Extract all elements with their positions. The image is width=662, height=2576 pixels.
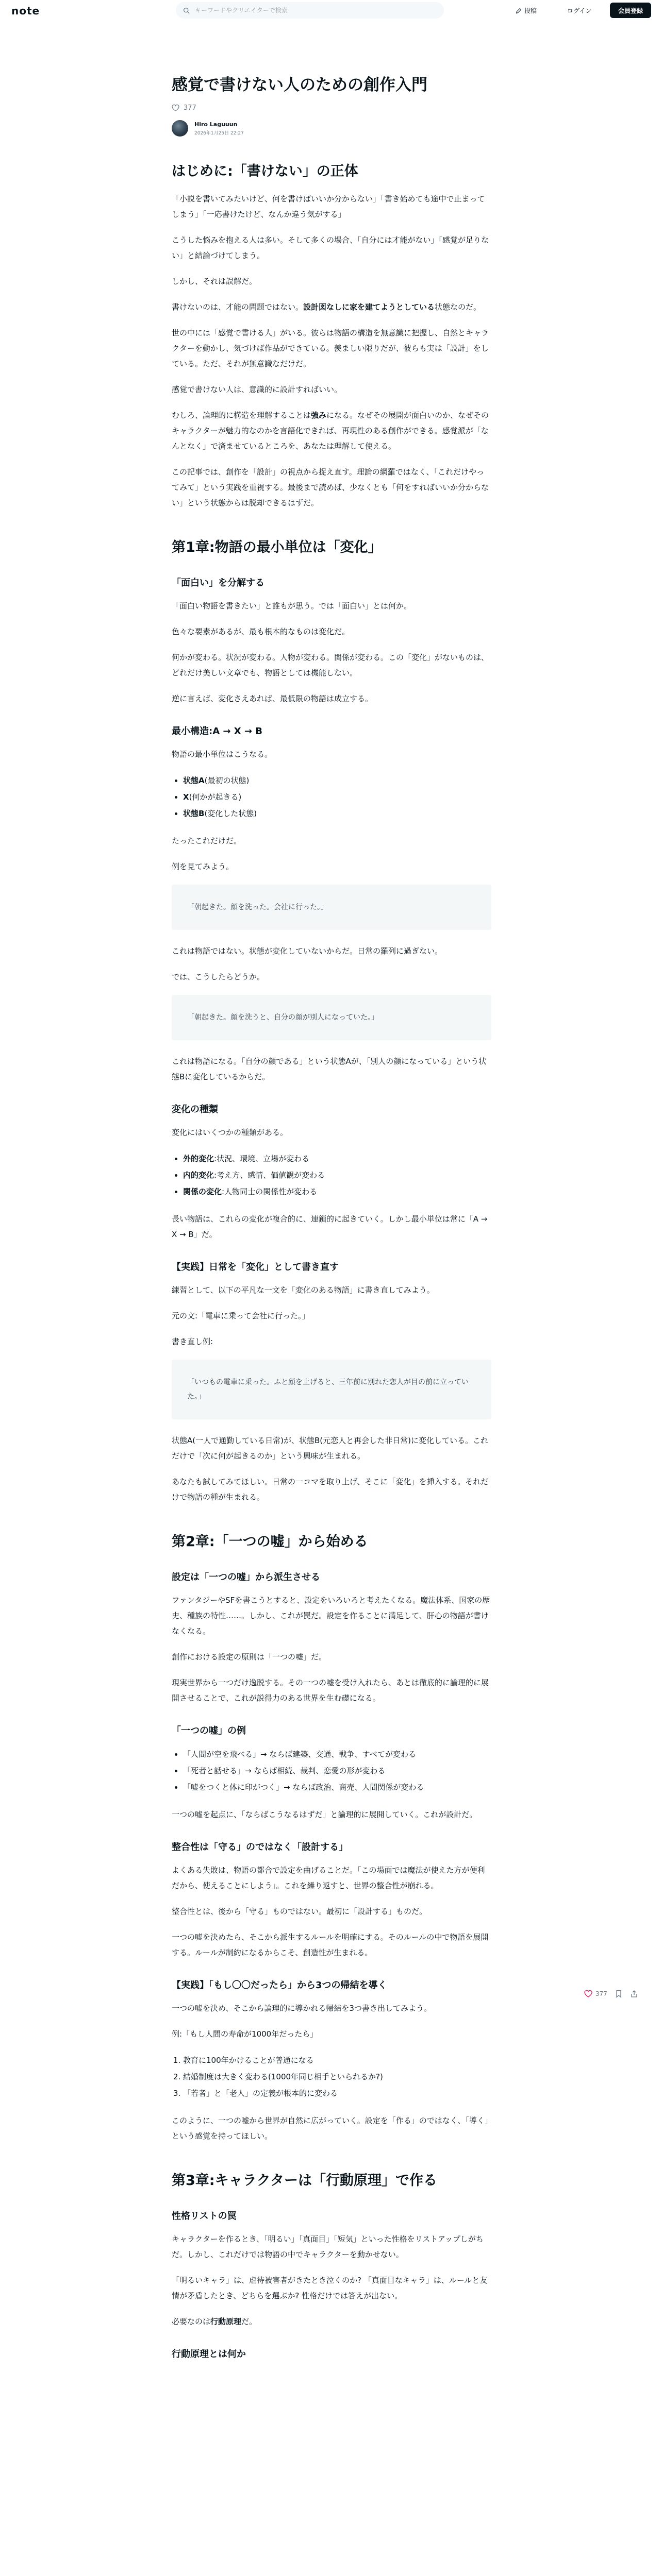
signup-button[interactable]: 会員登録 bbox=[610, 3, 651, 18]
publish-date: 2026年1月25日 22:27 bbox=[194, 130, 244, 136]
share-icon[interactable] bbox=[630, 1990, 638, 1998]
floating-actions bbox=[584, 1990, 638, 1998]
list-item-text: 教育に100年かけることが普通になる bbox=[183, 2056, 314, 2065]
post-label: 投稿 bbox=[524, 7, 537, 14]
paragraph: これは物語ではない。状態が変化していないからだ。日常の羅列に過ぎない。 bbox=[172, 946, 443, 956]
paragraph: 例:「もし人間の寿命が1000年だったら」 bbox=[172, 2029, 318, 2039]
subsection-heading: 変化の種類 bbox=[172, 1104, 218, 1115]
list-item bbox=[183, 1167, 491, 1183]
list-item-term: X bbox=[183, 792, 189, 802]
paragraph-text: になる。なぜその展開が面白いのか、なぜそのキャラクターが魅力的なのかを言語化できれば、再現性のある創作ができる。感覚派が「なんとなく」で済ませているところを、あなたは理解して使える。 bbox=[172, 411, 489, 451]
subsection-heading: 「面白い」を分解する bbox=[172, 578, 264, 588]
heart-icon[interactable] bbox=[584, 1990, 592, 1998]
list-item bbox=[183, 789, 491, 805]
subsection-heading: 【実践】日常を「変化」として書き直す bbox=[172, 1262, 339, 1273]
section-heading: はじめに:「書けない」の正体 bbox=[172, 163, 358, 179]
emphasis-text: 行動原理 bbox=[210, 2317, 242, 2326]
paragraph: この記事では、創作を「設計」の視点から捉え直す。理論の網羅ではなく、「これだけやってみて」という実践を重視する。最後まで読めば、少なくとも「何をすればいいか分からない」という状態からは脱却できるはずだ。 bbox=[172, 467, 489, 507]
paragraph: 一つの嘘を起点に、「ならばこうなるはずだ」と論理的に展開していく。これが設計だ。 bbox=[172, 1810, 477, 1819]
quote-text: 「朝起きた。顔を洗った。会社に行った。」 bbox=[187, 903, 328, 911]
paragraph: 書き直し例: bbox=[172, 1337, 213, 1346]
list-item-term: 内的変化 bbox=[183, 1171, 214, 1180]
subsection-heading: 最小構造:A → X → B bbox=[172, 726, 262, 737]
list-item-text: :状況、環境、立場が変わる bbox=[214, 1154, 310, 1163]
article-title: 感覚で書けない人のための創作入門 bbox=[172, 76, 427, 94]
paragraph: ファンタジーやSFを書こうとすると、設定をいろいろと考えたくなる。魔法体系、国家の歴史、種族の特性……。しかし、これが罠だ。設定を作ることに満足して、肝心の物語が書けなくなる。 bbox=[172, 1596, 490, 1636]
paragraph-text: 状態なのだ。 bbox=[435, 302, 482, 312]
paragraph: 整合性とは、後から「守る」ものではない。最初に「設計する」ものだ。 bbox=[172, 1907, 427, 1916]
list-item bbox=[183, 2085, 491, 2102]
paragraph: では、こうしたらどうか。 bbox=[172, 972, 265, 981]
blockquote bbox=[172, 995, 491, 1040]
paragraph: 元の文:「電車に乗って会社に行った。」 bbox=[172, 1311, 310, 1320]
paragraph bbox=[172, 299, 491, 315]
bullet-list bbox=[183, 772, 491, 822]
list-item-text: 結婚制度は大きく変わる(1000年同じ相手といられるか?) bbox=[183, 2072, 383, 2081]
subsection-heading: 設定は「一つの嘘」から派生させる bbox=[172, 1572, 320, 1583]
search-input[interactable] bbox=[195, 7, 432, 14]
list-item-text: :考え方、感情、価値観が変わる bbox=[214, 1171, 325, 1180]
paragraph-text: むしろ、論理的に構造を理解することは bbox=[172, 411, 311, 420]
list-item-text: 「人間が空を飛べる」→ ならば建築、交通、戦争、すべてが変わる bbox=[183, 1750, 417, 1759]
paragraph: 逆に言えば、変化さえあれば、最低限の物語は成立する。 bbox=[172, 694, 373, 703]
paragraph: こうした悩みを抱える人は多い。そして多くの場合、「自分には才能がない」「感覚が足りない」と結論づけてしまう。 bbox=[172, 235, 489, 260]
section-heading: 第2章:「一つの嘘」から始める bbox=[172, 1534, 368, 1550]
numbered-list bbox=[183, 2052, 491, 2102]
paragraph: 何かが変わる。状況が変わる。人物が変わる。関係が変わる。この「変化」がないものは、どれだけ美しい文章でも、物語としては機能しない。 bbox=[172, 653, 489, 677]
paragraph: 「明るいキャラ」は、虐待被害者がきたとき泣くのか? 「真面目なキャラ」は、ルールと友情が矛盾したとき、どちらを選ぶか? 性格だけでは答えが出ない。 bbox=[172, 2276, 488, 2300]
paragraph: 感覚で書けない人は、意識的に設計すればいい。 bbox=[172, 385, 342, 394]
heart-outline-icon bbox=[172, 104, 179, 112]
note-logo[interactable]: note bbox=[11, 5, 40, 17]
author-avatar[interactable] bbox=[172, 120, 188, 137]
login-link[interactable]: ログイン bbox=[567, 7, 592, 14]
list-item bbox=[183, 2069, 491, 2085]
author-block[interactable] bbox=[172, 120, 491, 137]
subsection-heading: 【実践】「もし〇〇だったら」から3つの帰結を導く bbox=[172, 1980, 387, 1991]
search-icon bbox=[183, 7, 190, 14]
list-item-term: 状態B bbox=[183, 809, 205, 818]
list-item bbox=[183, 1746, 491, 1762]
paragraph: しかし、それは誤解だ。 bbox=[172, 277, 257, 286]
top-bar bbox=[0, 0, 662, 22]
pencil-icon bbox=[516, 8, 522, 14]
list-item-text: (最初の状態) bbox=[204, 776, 250, 785]
quote-text: 「いつもの電車に乗った。ふと顔を上げると、三年前に別れた恋人が目の前に立っていた。」 bbox=[187, 1378, 469, 1401]
list-item bbox=[183, 1150, 491, 1167]
subsection-heading: 行動原理とは何か bbox=[172, 2349, 246, 2360]
paragraph: 状態A(一人で通勤している日常)が、状態B(元恋人と再会した非日常)に変化している。これだけで「次に何が起きるのか」という興味が生まれる。 bbox=[172, 1436, 488, 1461]
subsection-heading: 「一つの嘘」の例 bbox=[172, 1725, 246, 1736]
list-item bbox=[183, 805, 491, 822]
bullet-list bbox=[183, 1150, 491, 1200]
list-item-text: 「嘘をつくと体に印がつく」→ ならば政治、商売、人間関係が変わる bbox=[183, 1783, 424, 1792]
article bbox=[172, 73, 491, 2369]
paragraph: 例を見てみよう。 bbox=[172, 862, 234, 871]
blockquote bbox=[172, 885, 491, 930]
paragraph-text: 必要なのは bbox=[172, 2317, 211, 2326]
paragraph: 色々な要素があるが、最も根本的なものは変化だ。 bbox=[172, 627, 350, 636]
bookmark-icon[interactable] bbox=[615, 1990, 623, 1998]
quote-text: 「朝起きた。顔を洗うと、自分の顔が別人になっていた。」 bbox=[187, 1013, 378, 1022]
subsection-heading: 性格リストの罠 bbox=[172, 2211, 237, 2222]
paragraph: 一つの嘘を決めたら、そこから派生するルールを明確にする。そのルールの中で物語を展開する。ルールが制約になるからこそ、創造性が生まれる。 bbox=[172, 1933, 489, 1957]
section-heading: 第1章:物語の最小単位は「変化」 bbox=[172, 539, 382, 555]
list-item-text: (何かが起きる) bbox=[189, 792, 242, 802]
paragraph: 「面白い物語を書きたい」と誰もが思う。では「面白い」とは何か。 bbox=[172, 601, 412, 611]
paragraph: 一つの嘘を決め、そこから論理的に導かれる帰結を3つ書き出してみよう。 bbox=[172, 2004, 432, 2013]
search-box[interactable] bbox=[176, 2, 444, 19]
paragraph-text: だ。 bbox=[241, 2317, 257, 2326]
paragraph: よくある失敗は、物語の都合で設定を曲げることだ。「この場面では魔法が使えた方が便利だから、使えることにしよう」。これを繰り返すと、世界の整合性が崩れる。 bbox=[172, 1866, 485, 1890]
emphasis-text: 強み bbox=[311, 411, 327, 420]
list-item-text: 「死者と話せる」→ ならば相続、裁判、恋愛の形が変わる bbox=[183, 1766, 386, 1775]
list-item bbox=[183, 1779, 491, 1795]
emphasis-text: 設計図なしに家を建てようとしている bbox=[303, 302, 435, 312]
paragraph bbox=[172, 2314, 491, 2329]
paragraph: あなたも試してみてほしい。日常の一コマを取り上げ、そこに「変化」を挿入する。それだけで物語の種が生まれる。 bbox=[172, 1477, 489, 1502]
section-heading: 第3章:キャラクターは「行動原理」で作る bbox=[172, 2173, 438, 2189]
blockquote bbox=[172, 1360, 491, 1419]
list-item-text: 「若者」と「老人」の定義が根本的に変わる bbox=[183, 2089, 338, 2098]
paragraph: 変化にはいくつかの種類がある。 bbox=[172, 1128, 288, 1137]
paragraph: たったこれだけだ。 bbox=[172, 836, 242, 845]
list-item bbox=[183, 772, 491, 789]
list-item-text: (変化した状態) bbox=[204, 809, 257, 818]
paragraph bbox=[172, 408, 491, 454]
bullet-list bbox=[183, 1746, 491, 1795]
subsection-heading: 整合性は「守る」のではなく「設計する」 bbox=[172, 1842, 348, 1853]
list-item-text: :人物同士の関係性が変わる bbox=[222, 1187, 318, 1196]
post-button[interactable] bbox=[516, 6, 537, 15]
paragraph: 世の中には「感覚で書ける人」がいる。彼らは物語の構造を無意識に把握し、自然とキャラクターを動かし、気づけば作品ができている。羨ましい限りだが、彼らも実は「設計」をしている。ただ、それが無意識なだけだ。 bbox=[172, 328, 489, 368]
paragraph: 現実世界から一つだけ逸脱する。その一つの嘘を受け入れたら、あとは徹底的に論理的に展開させることで、これが説得力のある世界を生む礎になる。 bbox=[172, 1678, 489, 1703]
list-item-term: 状態A bbox=[183, 776, 205, 785]
list-item-term: 関係の変化 bbox=[183, 1187, 222, 1196]
author-name[interactable]: Hiro Laguuun bbox=[194, 121, 238, 128]
paragraph: 長い物語は、これらの変化が複合的に、連鎖的に起きていく。しかし最小単位は常に「A → X → B」だ。 bbox=[172, 1214, 488, 1239]
paragraph: これは物語になる。「自分の顔である」という状態Aが、「別人の顔になっている」という状態Bに変化しているからだ。 bbox=[172, 1057, 487, 1081]
list-item bbox=[183, 2052, 491, 2069]
paragraph: 物語の最小単位はこうなる。 bbox=[172, 750, 273, 759]
paragraph: 練習として、以下の平凡な一文を「変化のある物語」に書き直してみよう。 bbox=[172, 1285, 435, 1295]
list-item-term: 外的変化 bbox=[183, 1154, 214, 1163]
paragraph: キャラクターを作るとき、「明るい」「真面目」「短気」といった性格をリストアップしがちだ。しかし、これだけでは物語の中でキャラクターを動かせない。 bbox=[172, 2234, 484, 2259]
like-count: 377 bbox=[184, 104, 196, 112]
paragraph: 創作における設定の原則は「一つの嘘」だ。 bbox=[172, 1652, 327, 1662]
list-item bbox=[183, 1183, 491, 1200]
floating-like-count: 377 bbox=[595, 1990, 607, 1997]
like-summary[interactable] bbox=[172, 104, 491, 112]
list-item bbox=[183, 1762, 491, 1779]
paragraph: 「小説を書いてみたいけど、何を書けばいいか分からない」「書き始めても途中で止まってしまう」「一応書けたけど、なんか違う気がする」 bbox=[172, 194, 485, 219]
article-body bbox=[172, 161, 491, 2362]
paragraph: このように、一つの嘘から世界が自然に広がっていく。設定を「作る」のではなく、「導く」という感覚を持ってほしい。 bbox=[172, 2116, 489, 2141]
paragraph-text: 書けないのは、才能の問題ではない。 bbox=[172, 302, 304, 312]
